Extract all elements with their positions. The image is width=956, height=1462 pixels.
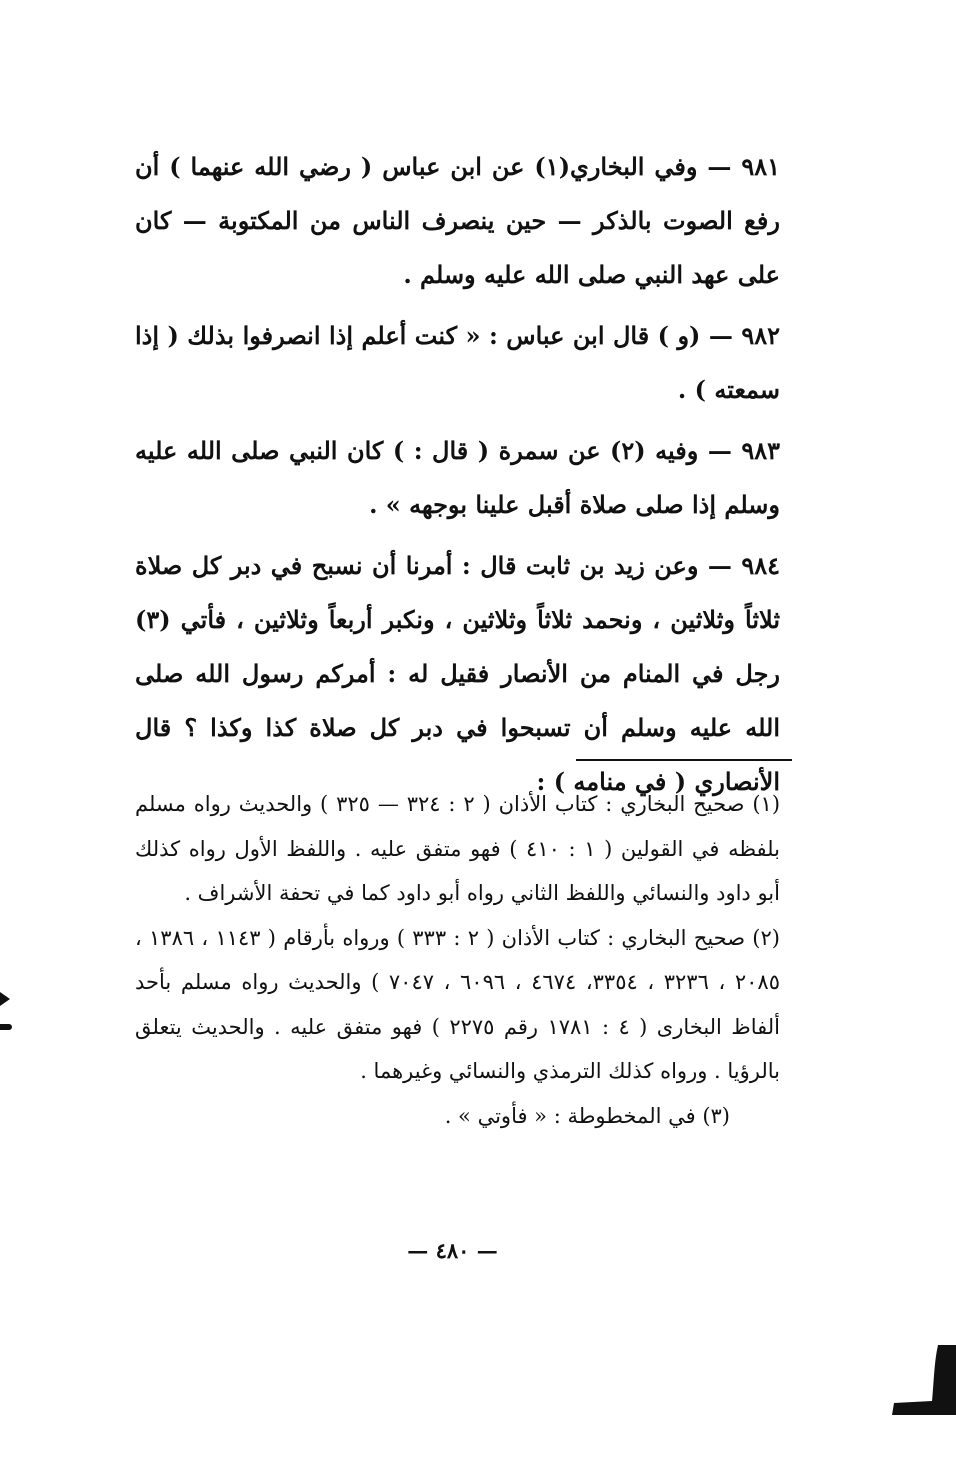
binding-edge-mark <box>0 992 10 1006</box>
binding-edge-mark-lower <box>0 1024 12 1030</box>
hadith-982: ٩٨٢ — (و ) قال ابن عباس : « كنت أعلم إذا انصرفوا بذلك ( إذا سمعته ) . <box>135 321 780 404</box>
hadith-984: ٩٨٤ — وعن زيد بن ثابت قال : أمرنا أن نسبح في دبر كل صلاة ثلاثاً وثلاثين ، ونحمد ثلاثاً وثلاثين ، ونكبر أربعاً وثلاثين ، فأتي (٣) رجل في المنام من الأنصار فقيل له : أمركم رسول الله صلى الله عليه وسلم أن تسبحوا في دبر كل صلاة كذا وكذا ؟ قال الأنصاري ( في منامه ) : <box>135 551 780 796</box>
footnote-2: (٢) صحيح البخاري : كتاب الأذان ( ٢ : ٣٣٣ ) ورواه بأرقام ( ١١٤٣ ، ١٣٨٦ ، ٢٠٨٥ ، ٣٢٣٦ ، ٣٣٥٤، ٤٦٧٤ ، ٦٠٩٦ ، ٧٠٤٧ ) والحديث رواه مسلم بأحد ألفاظ البخارى ( ٤ : ١٧٨١ رقم ٢٢٧٥ ) فهو متفق عليه . والحديث يتعلق بالرؤيا . ورواه كذلك الترمذي والنسائي وغيرهما . <box>135 925 780 1083</box>
page-number: — ٤٨٠ — <box>407 1238 498 1263</box>
main-text-block <box>135 140 780 816</box>
footnotes-block <box>135 782 780 1138</box>
footnote-1: (١) صحيح البخاري : كتاب الأذان ( ٢ : ٣٢٤ — ٣٢٥ ) والحديث رواه مسلم بلفظه في القولين ( ١ : ٤١٠ ) فهو متفق عليه . واللفظ الأول رواه كذلك أبو داود والنسائي واللفظ الثاني رواه أبو داود كما في تحفة الأشراف . <box>135 792 781 905</box>
hadith-983: ٩٨٣ — وفيه (٢) عن سمرة ( قال : ) كان النبي صلى الله عليه وسلم إذا صلى صلاة أقبل علينا بوجهه » . <box>135 436 781 519</box>
footnote-3: (٣) في المخطوطة : « فأوتي » . <box>444 1103 730 1128</box>
hadith-981: ٩٨١ — وفي البخاري(١) عن ابن عباس ( رضي الله عنهما ) أن رفع الصوت بالذكر — حين ينصرف الناس من المكتوبة — كان على عهد النبي صلى الله عليه وسلم . <box>135 152 781 289</box>
page-corner-mark <box>890 1345 956 1417</box>
footnote-separator <box>576 759 792 761</box>
